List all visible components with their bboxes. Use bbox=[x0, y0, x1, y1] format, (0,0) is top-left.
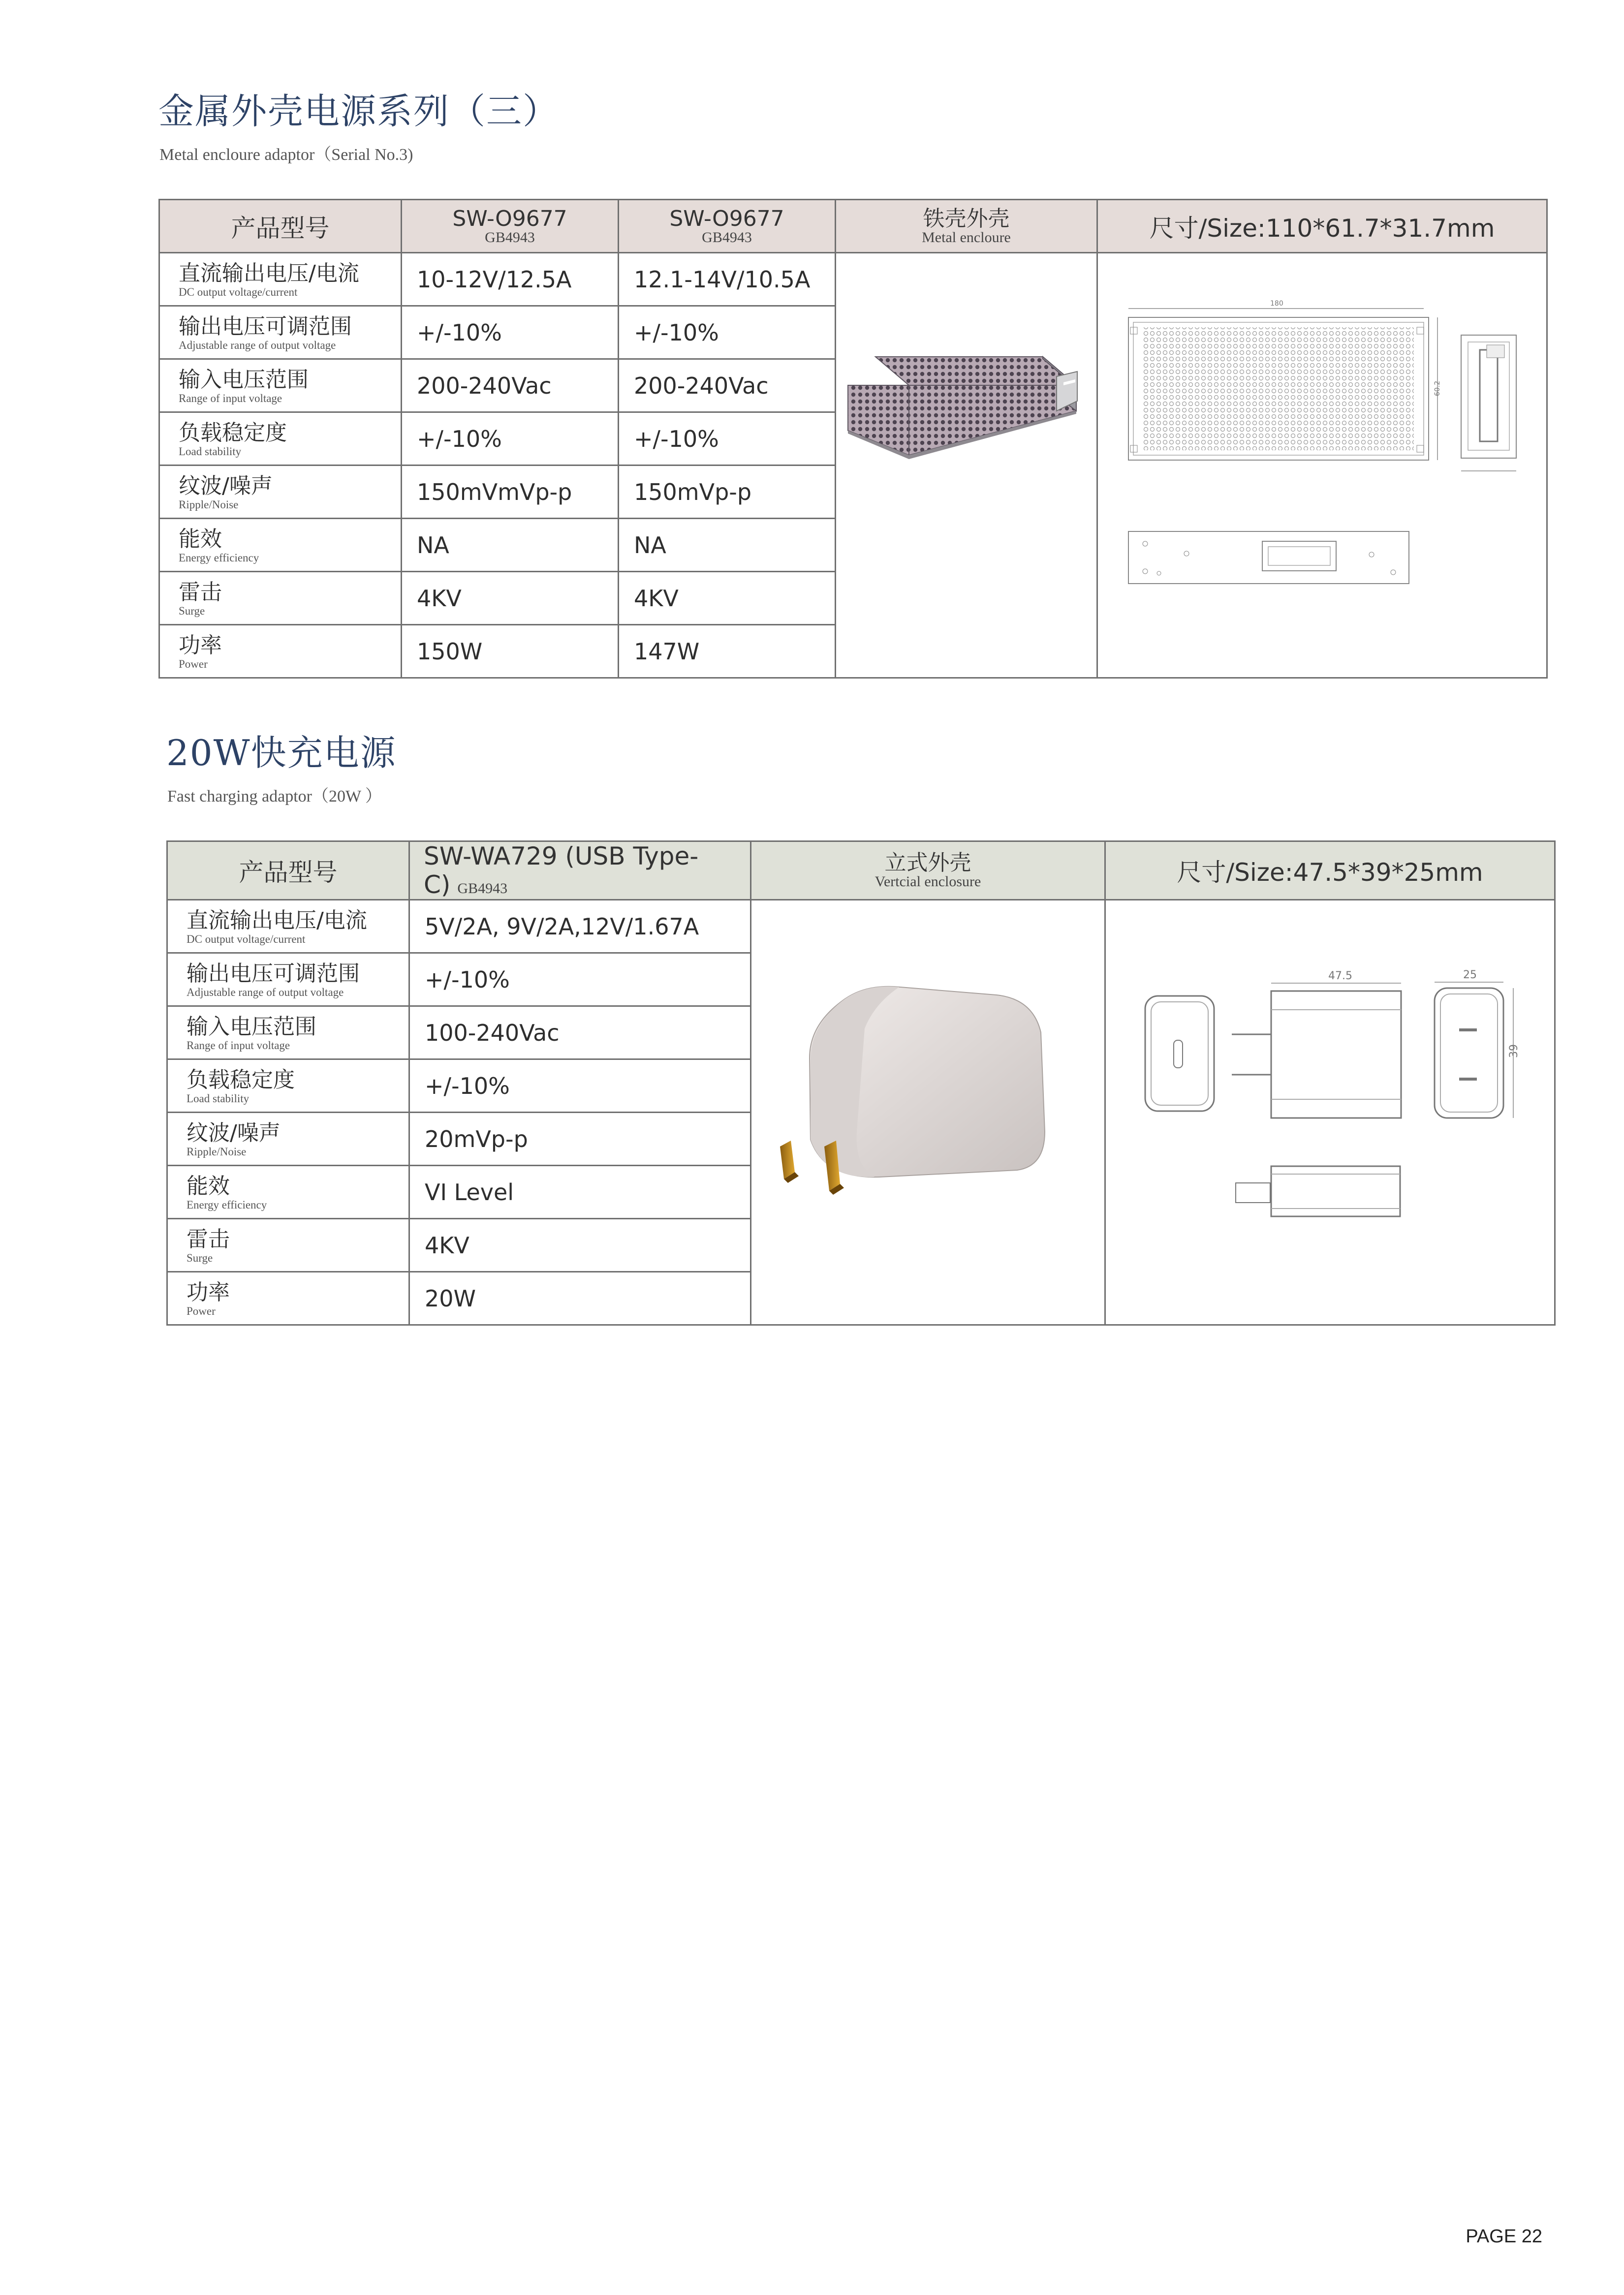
svg-text:180: 180 bbox=[1270, 300, 1283, 308]
row-value: +/-10% bbox=[409, 953, 751, 1006]
row-label: 输出电压可调范围 bbox=[179, 313, 352, 339]
model-header: SW-WA729 (USB Type- C) GB4943 bbox=[409, 841, 751, 900]
row-label-en: Range of input voltage bbox=[179, 392, 282, 404]
metal-enclosure-drawing bbox=[1097, 253, 1547, 678]
row-label-en: Surge bbox=[187, 1251, 213, 1264]
row-value: 200-240Vac bbox=[402, 359, 619, 412]
row-label: 负载稳定度 bbox=[179, 420, 287, 445]
row-label-en: DC output voltage/current bbox=[179, 285, 298, 298]
row-label-en: Energy efficiency bbox=[187, 1198, 267, 1211]
row-value: NA bbox=[402, 519, 619, 572]
row-value: 100-240Vac bbox=[409, 1006, 751, 1059]
metal-enclosure-illustration bbox=[836, 253, 1098, 679]
section2-subtitle: Fast charging adaptor（20W ） bbox=[167, 787, 382, 806]
row-value: 150W bbox=[402, 625, 619, 678]
row-value: 12.1-14V/10.5A bbox=[619, 253, 836, 306]
row-value: 4KV bbox=[409, 1219, 751, 1272]
charger-illustration bbox=[751, 900, 1106, 1326]
enclosure-header: 立式外壳 Vertcial enclosure bbox=[751, 841, 1105, 900]
row-value: 200-240Vac bbox=[619, 359, 836, 412]
svg-text:47.5: 47.5 bbox=[1328, 970, 1352, 982]
row-label: 雷击 bbox=[187, 1226, 230, 1252]
row-value: 5V/2A, 9V/2A,12V/1.67A bbox=[409, 900, 751, 953]
row-value: +/-10% bbox=[402, 306, 619, 359]
row-label-en: Power bbox=[179, 657, 208, 670]
row-label: 能效 bbox=[187, 1173, 230, 1199]
svg-text:39: 39 bbox=[1508, 1044, 1520, 1058]
model-label-header: 产品型号 bbox=[167, 841, 409, 900]
model-label-header: 产品型号 bbox=[159, 200, 402, 253]
size-header: 尺寸/Size:110*61.7*31.7mm bbox=[1097, 200, 1547, 253]
table-row bbox=[167, 900, 1555, 953]
section1-subtitle: Metal encloure adaptor（Serial No.3) bbox=[159, 146, 413, 164]
row-label-en: Adjustable range of output voltage bbox=[187, 986, 344, 998]
table-row bbox=[159, 253, 1547, 306]
row-label: 负载稳定度 bbox=[187, 1067, 295, 1092]
row-value: NA bbox=[619, 519, 836, 572]
row-label-en: Ripple/Noise bbox=[179, 498, 239, 511]
model2-header: SW-O9677 GB4943 bbox=[619, 200, 836, 253]
row-label: 纹波/噪声 bbox=[179, 473, 273, 498]
row-value: 150mVp-p bbox=[619, 465, 836, 519]
metal-enclosure-dimension-drawing bbox=[1098, 253, 1548, 679]
row-value: +/-10% bbox=[409, 1059, 751, 1113]
section1-title: 金属外壳电源系列（三） bbox=[158, 91, 560, 132]
charger-image bbox=[751, 900, 1105, 1325]
row-value: 20mVp-p bbox=[409, 1113, 751, 1166]
section1-spec-table bbox=[158, 199, 1548, 679]
page-number: PAGE 22 bbox=[1466, 2226, 1542, 2247]
charger-dimension-drawing bbox=[1106, 900, 1556, 1326]
row-label-en: Ripple/Noise bbox=[187, 1145, 247, 1158]
row-label-en: Load stability bbox=[187, 1092, 250, 1105]
row-value: +/-10% bbox=[619, 412, 836, 465]
row-label-en: Range of input voltage bbox=[187, 1039, 290, 1052]
row-label-en: Energy efficiency bbox=[179, 551, 259, 564]
row-label-en: DC output voltage/current bbox=[187, 932, 306, 945]
row-value: +/-10% bbox=[619, 306, 836, 359]
row-label: 雷击 bbox=[179, 579, 222, 605]
row-label: 能效 bbox=[179, 526, 222, 552]
row-label: 功率 bbox=[179, 632, 222, 658]
row-value: 10-12V/12.5A bbox=[402, 253, 619, 306]
size-header: 尺寸/Size:47.5*39*25mm bbox=[1105, 841, 1555, 900]
row-label: 纹波/噪声 bbox=[187, 1120, 281, 1146]
row-label: 直流输出电压/电流 bbox=[187, 907, 367, 933]
row-value: 4KV bbox=[619, 572, 836, 625]
row-value: +/-10% bbox=[402, 412, 619, 465]
section2-spec-table bbox=[166, 840, 1556, 1326]
row-label: 输入电压范围 bbox=[179, 367, 309, 392]
row-label-en: Load stability bbox=[179, 445, 242, 458]
row-label: 输出电压可调范围 bbox=[187, 961, 360, 986]
row-label-en: Power bbox=[187, 1304, 216, 1317]
row-label-en: Adjustable range of output voltage bbox=[179, 339, 336, 351]
model1-header: SW-O9677 GB4943 bbox=[402, 200, 619, 253]
enclosure-header: 铁壳外壳 Metal encloure bbox=[836, 200, 1097, 253]
charger-drawing bbox=[1105, 900, 1555, 1325]
row-label: 功率 bbox=[187, 1279, 230, 1305]
row-value: VI Level bbox=[409, 1166, 751, 1219]
row-label-en: Surge bbox=[179, 604, 205, 617]
row-value: 20W bbox=[409, 1272, 751, 1325]
section2-title: 20W快充电源 bbox=[166, 732, 397, 774]
svg-text:60.2: 60.2 bbox=[1434, 380, 1441, 396]
row-label: 直流输出电压/电流 bbox=[179, 260, 359, 286]
row-value: 147W bbox=[619, 625, 836, 678]
svg-text:25: 25 bbox=[1463, 969, 1477, 981]
row-label: 输入电压范围 bbox=[187, 1014, 316, 1039]
row-value: 4KV bbox=[402, 572, 619, 625]
row-value: 150mVmVp-p bbox=[402, 465, 619, 519]
metal-enclosure-image bbox=[836, 253, 1097, 678]
